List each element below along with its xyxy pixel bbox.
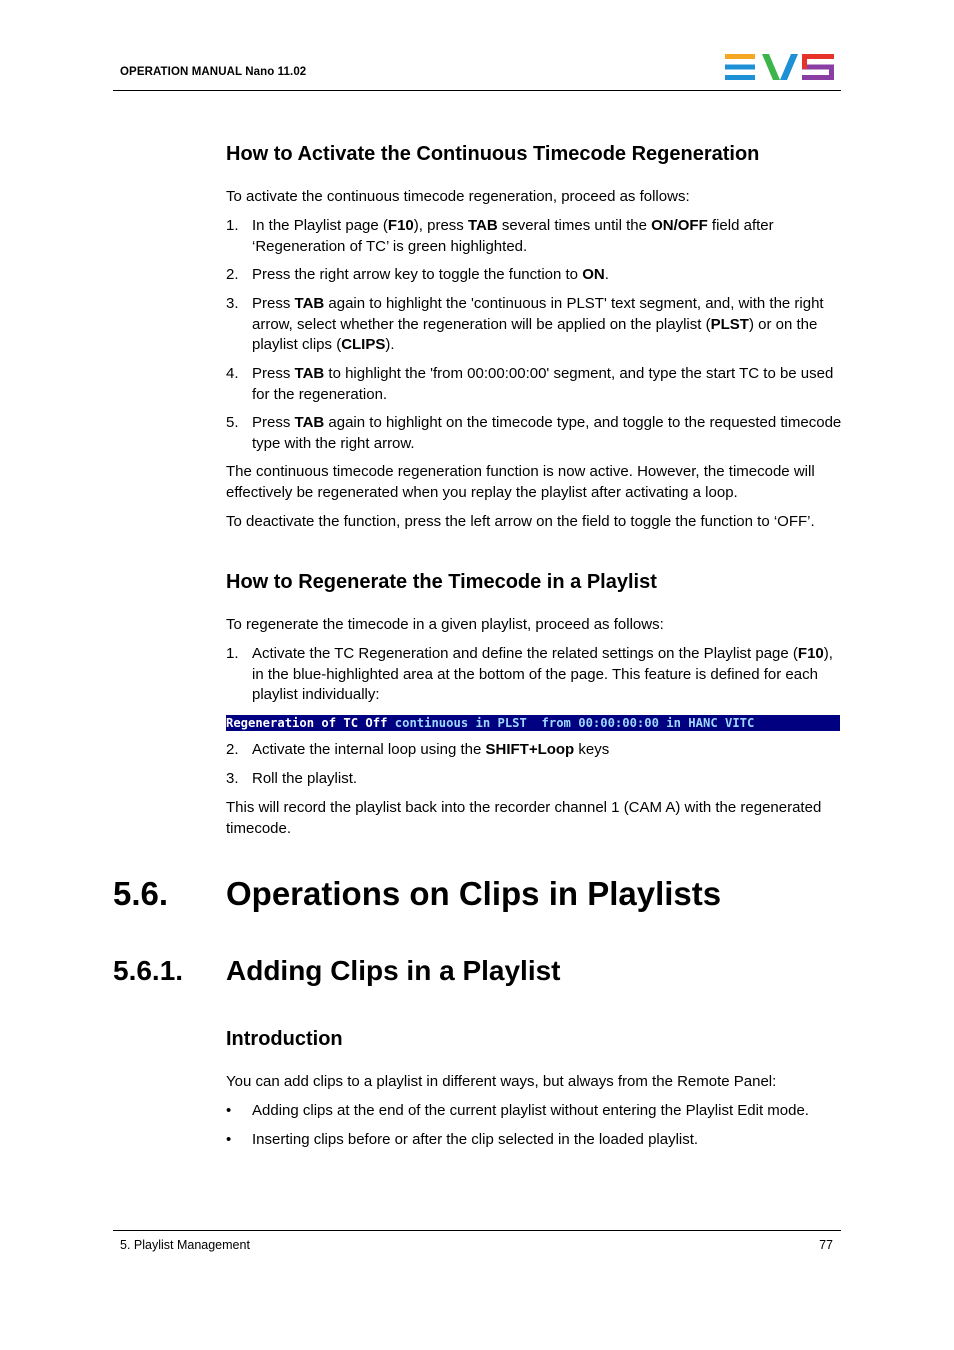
regenerate-step-1 bbox=[226, 644, 846, 706]
strip-segment-from: from 00:00:00:00 bbox=[541, 716, 659, 730]
evs-logo bbox=[724, 53, 836, 81]
activate-result-text: The continuous timecode regeneration function is now active. However, the timecode will effectively be regenerated when you replay the playlist after activating a loop. bbox=[226, 463, 815, 501]
step-text: Activate the TC Regeneration and define the related settings on the Playlist page (F10), in the blue-highlighted area at the bottom of the page. This feature is defined for each playlist individually: bbox=[252, 645, 833, 703]
activate-step-2 bbox=[226, 265, 846, 286]
step-number: 3. bbox=[226, 770, 239, 787]
page-number: 77 bbox=[819, 1238, 833, 1252]
step-number: 1. bbox=[226, 645, 239, 662]
introduction-bullet-1 bbox=[226, 1101, 846, 1122]
section-heading-5-6 bbox=[113, 875, 721, 913]
step-text: Press the right arrow key to toggle the function to ON. bbox=[252, 266, 609, 283]
strip-segment-continuous: continuous in PLST bbox=[394, 716, 527, 730]
step-text: Press TAB again to highlight the 'continuous in PLST' text segment, and, with the right arrow, select whether the regeneration will be applied on the playlist (PLST) or on the playlist clips (CLIPS). bbox=[252, 295, 824, 353]
section-title: Operations on Clips in Playlists bbox=[226, 875, 722, 912]
activate-step-4 bbox=[226, 364, 846, 405]
regenerate-intro: To regenerate the timecode in a given playlist, proceed as follows: bbox=[226, 616, 664, 633]
heading-regenerate-timecode: How to Regenerate the Timecode in a Playlist bbox=[226, 571, 657, 593]
activate-step-1 bbox=[226, 216, 846, 257]
regenerate-step-2 bbox=[226, 740, 846, 761]
activate-step-5 bbox=[226, 413, 846, 454]
step-number: 1. bbox=[226, 217, 239, 234]
step-text: In the Playlist page (F10), press TAB several times until the ON/OFF field after ‘Regeneration of TC’ is green highlighted. bbox=[252, 217, 774, 255]
step-text: Press TAB again to highlight on the timecode type, and toggle to the requested timecode type with the right arrow. bbox=[252, 414, 842, 452]
strip-segment-type: in HANC VITC bbox=[666, 716, 755, 730]
header-rule bbox=[113, 90, 841, 91]
bullet-icon: • bbox=[226, 1102, 232, 1119]
bullet-text: Inserting clips before or after the clip selected in the loaded playlist. bbox=[252, 1131, 699, 1148]
step-number: 4. bbox=[226, 365, 239, 382]
regenerate-result-text: This will record the playlist back into the recorder channel 1 (CAM A) with the regenerated timecode. bbox=[226, 799, 822, 837]
heading-activate-regeneration: How to Activate the Continuous Timecode Regeneration bbox=[226, 143, 760, 165]
heading-introduction: Introduction bbox=[226, 1028, 343, 1050]
section-title: Adding Clips in a Playlist bbox=[226, 955, 561, 986]
activate-step-3 bbox=[226, 294, 846, 356]
regenerate-step-3 bbox=[226, 769, 846, 790]
step-text: Roll the playlist. bbox=[252, 770, 358, 787]
section-number: 5.6.1. bbox=[113, 955, 184, 986]
introduction-bullet-2 bbox=[226, 1130, 846, 1151]
footer-rule bbox=[113, 1230, 841, 1231]
step-text: Activate the internal loop using the SHIFT+Loop keys bbox=[252, 741, 610, 758]
section-number: 5.6. bbox=[113, 875, 169, 912]
step-text: Press TAB to highlight the 'from 00:00:00:00' segment, and type the start TC to be used for the regeneration. bbox=[252, 365, 834, 403]
step-number: 5. bbox=[226, 414, 239, 431]
deactivate-text: To deactivate the function, press the left arrow on the field to toggle the function to ‘OFF’. bbox=[226, 513, 815, 530]
running-header-title: OPERATION MANUAL Nano 11.02 bbox=[120, 66, 307, 78]
step-number: 2. bbox=[226, 741, 239, 758]
step-number: 3. bbox=[226, 295, 239, 312]
introduction-text: You can add clips to a playlist in different ways, but always from the Remote Panel: bbox=[226, 1073, 777, 1090]
strip-segment-regeneration: Regeneration of TC Off bbox=[226, 716, 388, 730]
activate-intro: To activate the continuous timecode regeneration, proceed as follows: bbox=[226, 188, 690, 205]
bullet-icon: • bbox=[226, 1131, 232, 1148]
bullet-text: Adding clips at the end of the current playlist without entering the Playlist Edit mode. bbox=[252, 1102, 809, 1119]
footer-chapter: 5. Playlist Management bbox=[120, 1238, 250, 1252]
tc-regeneration-screen-strip bbox=[226, 715, 840, 731]
step-number: 2. bbox=[226, 266, 239, 283]
section-heading-5-6-1 bbox=[113, 955, 561, 987]
